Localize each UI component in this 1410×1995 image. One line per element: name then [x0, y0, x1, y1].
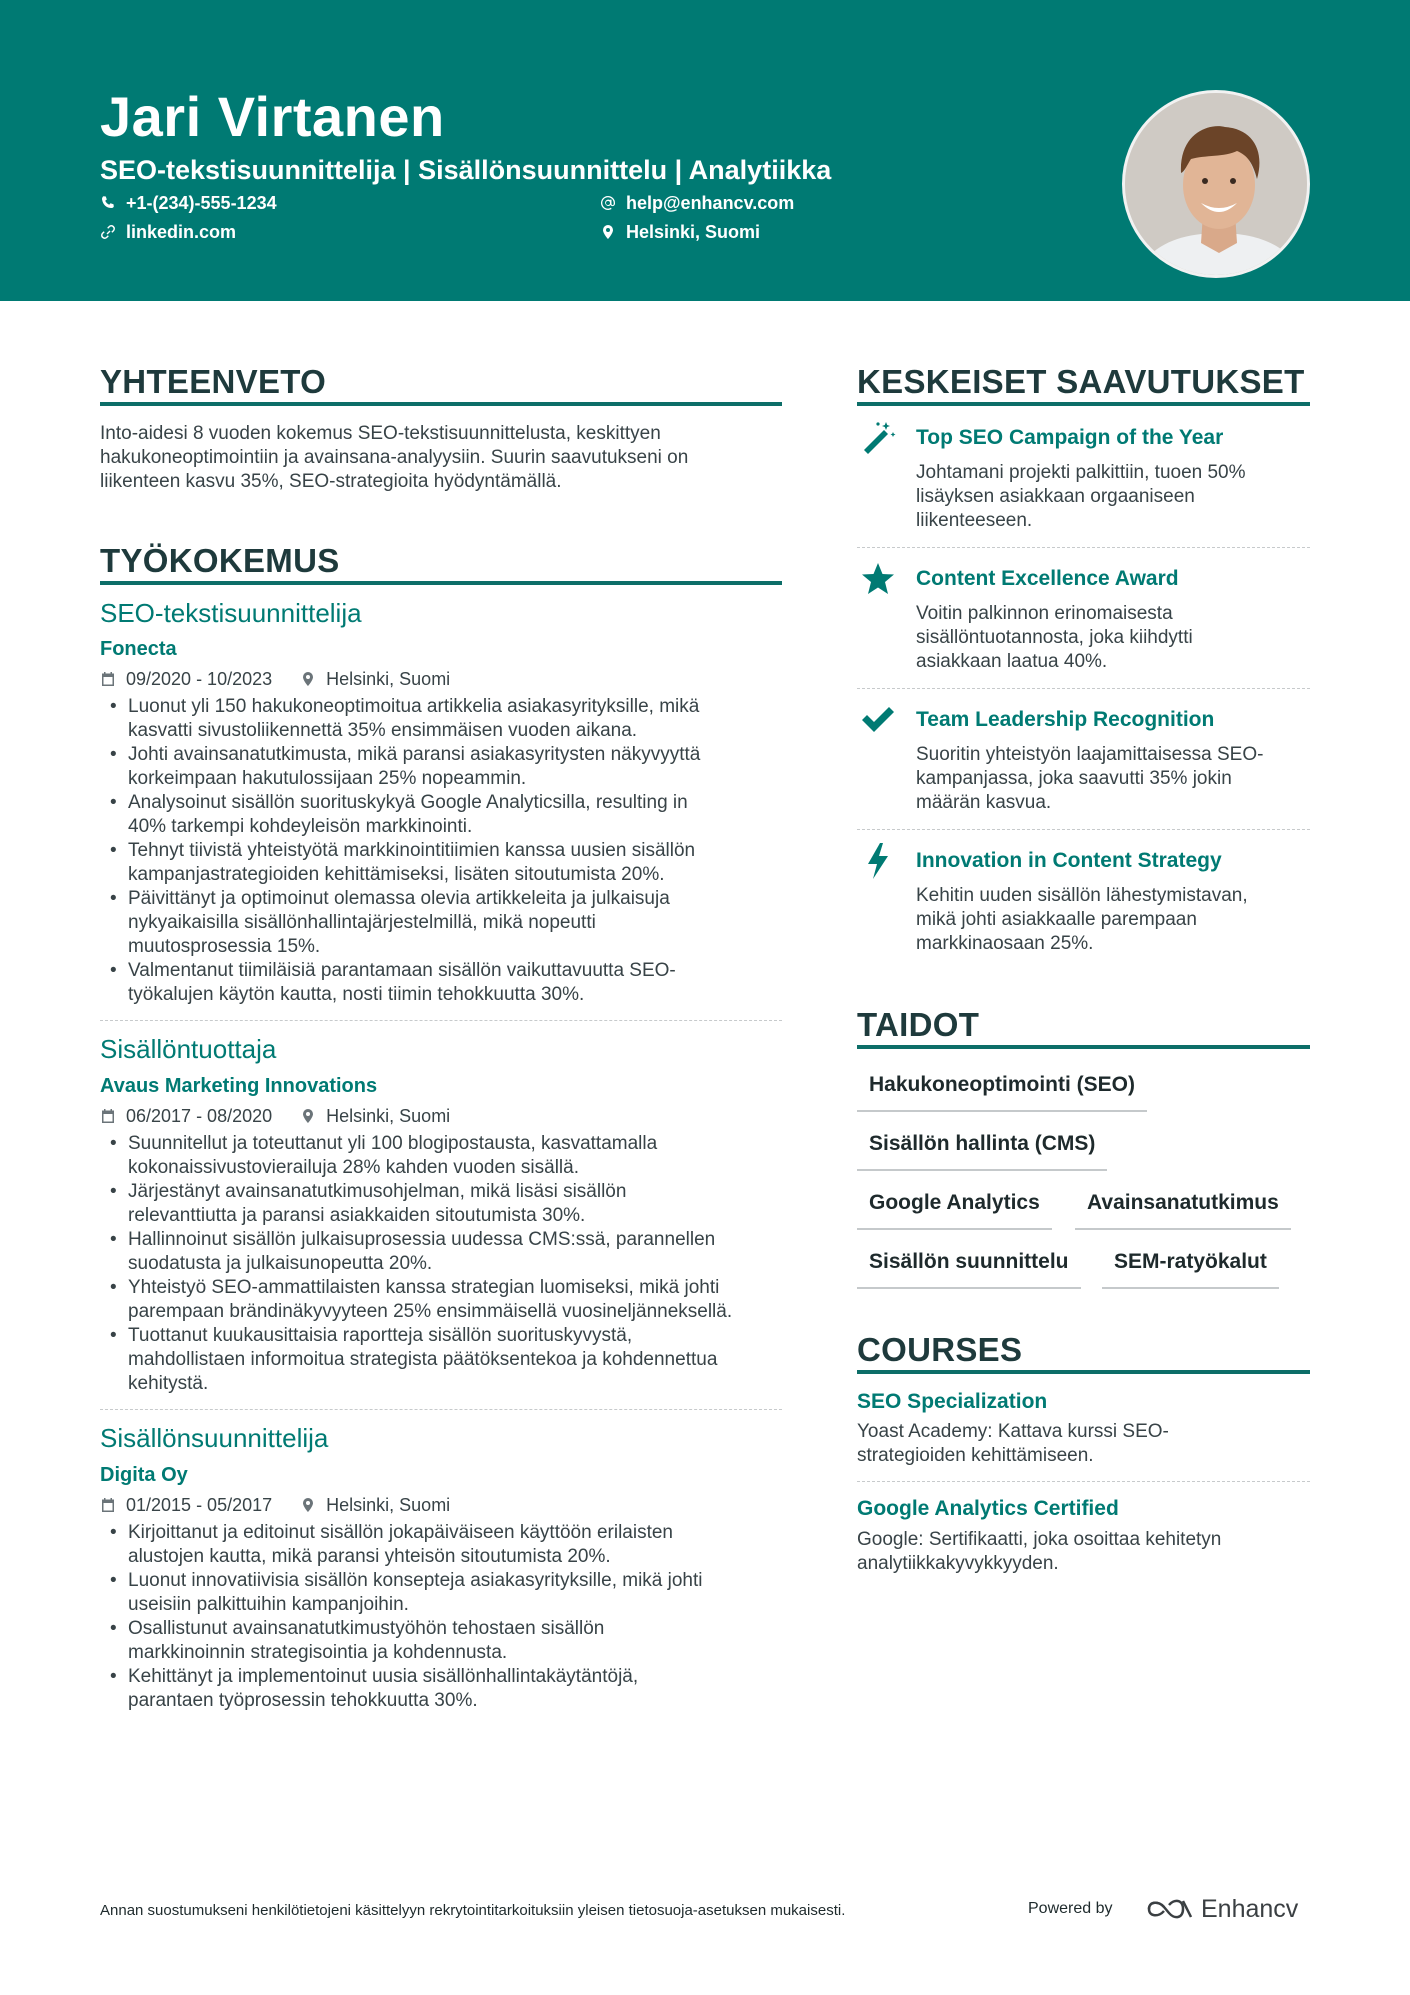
location-pin-icon: [600, 224, 616, 240]
summary-rule: [100, 402, 782, 406]
location-pin-icon: [300, 671, 316, 687]
skills-rule: [857, 1045, 1310, 1049]
achievement-title: Content Excellence Award: [916, 567, 1179, 590]
achievement-divider: [857, 688, 1310, 689]
contact-email[interactable]: [600, 191, 794, 215]
calendar-icon: [100, 1497, 116, 1513]
list-item: • Osallistunut avainsanatutkimustyöhön tehostaen sisällön markkinoinnin strategisointia ja kohdennusta.: [100, 1617, 790, 1665]
achievement-desc: Kehitin uuden sisällön lähestymistavan, mikä johti asiakkaalle parempaan markkinaosaan 25%.: [916, 885, 1248, 954]
list-item: • Järjestänyt avainsanatutkimusohjelman, mikä lisäsi sisällön relevanttiutta ja paransi asiakkaiden sitoutumista 30%.: [100, 1180, 790, 1228]
job-dates: 01/2015 - 05/2017: [126, 1495, 273, 1515]
course-divider: [857, 1481, 1310, 1482]
list-item: • Kehittänyt ja implementoinut uusia sisällönhallintakäytäntöjä, parantaen työprosessin tehokkuutta 30%.: [100, 1665, 790, 1713]
calendar-icon: [100, 1108, 116, 1124]
checkmark-icon: [858, 700, 898, 740]
calendar-icon: [100, 671, 116, 687]
experience-heading: TYÖKOKEMUS: [100, 542, 340, 579]
summary-text: Into-aidesi 8 vuoden kokemus SEO-tekstisuunnittelusta, keskittyen hakukoneoptimointiin ja avainsana-analyysiin. Suurin saavutukseni on liikenteen kasvu 35%, SEO-strategioita hyödyntämällä.: [100, 423, 689, 492]
list-item: • Luonut innovatiivisia sisällön konsepteja asiakasyrityksille, mikä johti useisiin palkittuihin kampanjoihin.: [100, 1569, 790, 1617]
job-location: Helsinki, Suomi: [300, 1105, 450, 1127]
achievement-desc: Suoritin yhteistyön laajamittaisessa SEO- kampanjassa, joka saavutti 35% jokin määrän kasvua.: [916, 744, 1264, 813]
magic-wand-icon: [858, 418, 898, 458]
job-bullets: [100, 1521, 790, 1713]
star-icon: [858, 559, 898, 599]
job-location: Helsinki, Suomi: [300, 1494, 450, 1516]
email-text: help@enhancv.com: [626, 193, 795, 213]
list-item: • Suunnitellut ja toteuttanut yli 100 blogipostausta, kasvattamalla kokonaissivustovierailuja 28% kahden vuoden sisällä.: [100, 1132, 790, 1180]
achievement-title: Top SEO Campaign of the Year: [916, 426, 1224, 449]
course-title: SEO Specialization: [857, 1390, 1048, 1413]
enhancv-logo[interactable]: [1147, 1894, 1298, 1924]
location-pin-icon: [300, 1108, 316, 1124]
company-name: Digita Oy: [100, 1464, 188, 1486]
achievement-divider: [857, 547, 1310, 548]
achievement-title: Team Leadership Recognition: [916, 708, 1215, 731]
enhancv-logo-icon: [1147, 1897, 1193, 1921]
list-item: • Yhteistyö SEO-ammattilaisten kanssa strategian luomiseksi, mikä johti parempaan brändinäkyvyyteen 25% ensimmäisellä vuosineljänneksellä.: [100, 1276, 790, 1324]
location-pin-icon: [300, 1497, 316, 1513]
achievement-divider: [857, 829, 1310, 830]
contact-location: [600, 220, 760, 244]
job-dates: 06/2017 - 08/2020: [126, 1106, 273, 1126]
achievements-rule: [857, 402, 1310, 406]
headline: SEO-tekstisuunnittelija | Sisällönsuunnittelu | Analytiikka: [100, 155, 832, 185]
powered-by-label: Powered by: [1028, 1900, 1113, 1917]
candidate-name: Jari Virtanen: [100, 85, 445, 148]
skill-tag: Hakukoneoptimointi (SEO): [857, 1072, 1147, 1112]
linkedin-text: linkedin.com: [126, 222, 237, 242]
job-title: Sisällöntuottaja: [100, 1034, 277, 1064]
skill-tag: Sisällön suunnittelu: [857, 1249, 1081, 1289]
achievement-title: Innovation in Content Strategy: [916, 849, 1222, 872]
phone-text: +1-(234)-555-1234: [126, 193, 277, 213]
job-dates: 09/2020 - 10/2023: [126, 669, 273, 689]
job-meta: [100, 668, 450, 690]
company-name: Avaus Marketing Innovations: [100, 1075, 378, 1097]
list-item: • Analysoinut sisällön suorituskykyä Google Analyticsilla, resulting in 40% tarkempi kohdeyleisön markkinointi.: [100, 791, 790, 839]
achievement-desc: Johtamani projekti palkittiin, tuoen 50% lisäyksen asiakkaan orgaaniseen liikenteeseen.: [916, 462, 1246, 531]
job-bullets: [100, 695, 790, 1007]
job-location: Helsinki, Suomi: [300, 668, 450, 690]
at-icon: [600, 195, 616, 211]
skills-heading: TAIDOT: [857, 1006, 980, 1043]
list-item: • Päivittänyt ja optimoinut olemassa olevia artikkeleita ja julkaisuja nykyaikaisilla sisällönhallintajärjestelmillä, mikä nopeutti muutosprosessia 15%.: [100, 887, 790, 959]
list-item: • Tuottanut kuukausittaisia raportteja sisällön suorituskyvystä, mahdollistaen informoitua strategista päätöksentekoa ja kohdennettua kehitystä.: [100, 1324, 790, 1396]
job-divider: [100, 1409, 782, 1410]
job-title: Sisällönsuunnittelija: [100, 1423, 329, 1453]
list-item: • Hallinnoinut sisällön julkaisuprosessia uudessa CMS:ssä, parannellen suodatusta ja julkaisunopeutta 20%.: [100, 1228, 790, 1276]
lightning-icon: [858, 841, 898, 881]
achievements-heading: KESKEISET SAAVUTUKSET: [857, 363, 1305, 400]
experience-rule: [100, 581, 782, 585]
list-item: • Valmentanut tiimiläisiä parantamaan sisällön vaikuttavuutta SEO- työkalujen käytön kautta, nosti tiimin tehokkuutta 30%.: [100, 959, 790, 1007]
course-desc: Google: Sertifikaatti, joka osoittaa kehitetyn analytiikkakyvykkyyden.: [857, 1529, 1222, 1574]
location-text: Helsinki, Suomi: [626, 222, 761, 242]
profile-photo: [1122, 90, 1310, 278]
list-item: • Johti avainsanatutkimusta, mikä paransi asiakasyritysten näkyvyyttä korkeimpaan hakutulossijaan 25% nopeammin.: [100, 743, 790, 791]
link-icon: [100, 224, 116, 240]
contact-linkedin[interactable]: [100, 220, 236, 244]
company-name: Fonecta: [100, 638, 177, 660]
consent-text: Annan suostumukseni henkilötietojeni käsittelyyn rekrytointitarkoituksiin yleisen tietosuoja-asetuksen mukaisesti.: [100, 1902, 846, 1919]
course-title: Google Analytics Certified: [857, 1497, 1119, 1520]
list-item: • Kirjoittanut ja editoinut sisällön jokapäiväiseen käyttöön erilaisten alustojen kautta, mikä paransi yhteisön sitoutumista 20%.: [100, 1521, 790, 1569]
job-meta: [100, 1105, 450, 1127]
job-meta: [100, 1494, 450, 1516]
course-desc: Yoast Academy: Kattava kurssi SEO- strategioiden kehittämiseen.: [857, 1421, 1169, 1466]
achievement-desc: Voitin palkinnon erinomaisesta sisällöntuotannosta, joka kiihdytti asiakkaan laatua 40%.: [916, 603, 1193, 672]
header-banner: [0, 0, 1410, 301]
job-divider: [100, 1020, 782, 1021]
list-item: • Tehnyt tiivistä yhteistyötä markkinointitiimien kanssa uusien sisällön kampanjastrategioiden kehittämiseksi, lisäten sitoutumista 20%.: [100, 839, 790, 887]
brand-name: Enhancv: [1201, 1895, 1299, 1923]
skill-tag: Google Analytics: [857, 1190, 1052, 1230]
phone-icon: [100, 195, 116, 211]
courses-rule: [857, 1370, 1310, 1374]
courses-heading: COURSES: [857, 1331, 1023, 1368]
summary-heading: YHTEENVETO: [100, 363, 327, 400]
contact-phone[interactable]: [100, 191, 277, 215]
skill-tag: SEM-ratyökalut: [1102, 1249, 1279, 1289]
job-title: SEO-tekstisuunnittelija: [100, 598, 362, 628]
skill-tag: Sisällön hallinta (CMS): [857, 1131, 1107, 1171]
job-bullets: [100, 1132, 790, 1396]
skill-tag: Avainsanatutkimus: [1075, 1190, 1291, 1230]
list-item: • Luonut yli 150 hakukoneoptimoitua artikkelia asiakasyrityksille, mikä kasvatti sivustoliikennettä 35% ensimmäisen vuoden aikana.: [100, 695, 790, 743]
